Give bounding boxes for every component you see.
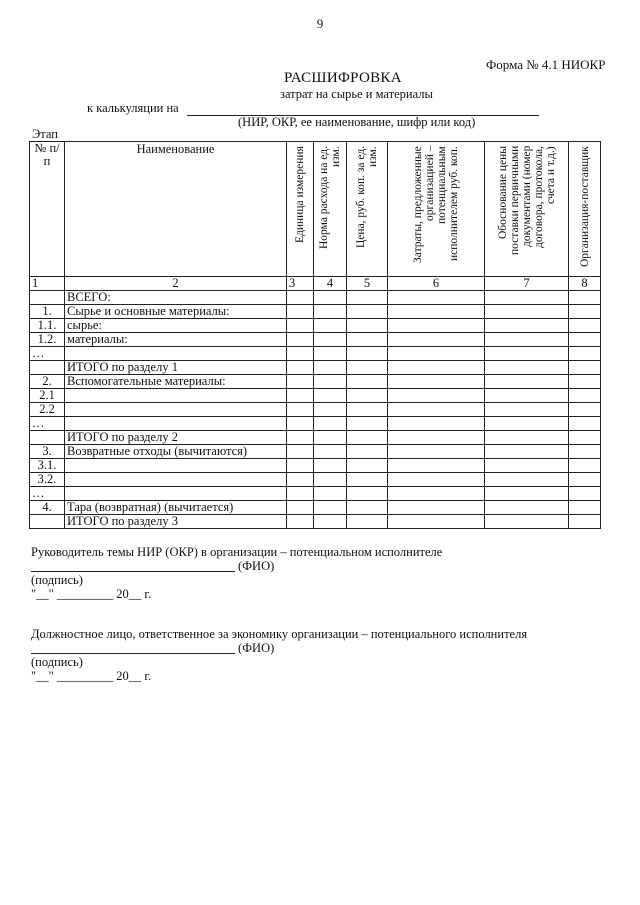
row-cell[interactable] <box>287 333 314 347</box>
table-row <box>30 417 601 431</box>
table-row <box>30 403 601 417</box>
table-row <box>30 431 601 445</box>
row-cell[interactable] <box>569 361 601 375</box>
row-cell[interactable] <box>388 389 485 403</box>
row-index: … <box>30 417 65 431</box>
header-price-text: Цена, руб. коп. за ед. изм. <box>355 146 379 249</box>
header-price <box>347 142 388 277</box>
row-name <box>65 389 287 403</box>
row-name <box>65 403 287 417</box>
table-header-row <box>30 142 601 277</box>
row-cell[interactable] <box>314 417 347 431</box>
table-row <box>30 305 601 319</box>
table-row <box>30 319 601 333</box>
row-cell[interactable] <box>314 501 347 515</box>
document-title: РАСШИФРОВКА <box>284 70 402 86</box>
row-cell[interactable] <box>287 305 314 319</box>
cost-breakdown-table <box>29 141 601 529</box>
row-index: 2.2 <box>30 403 65 417</box>
row-cell[interactable] <box>314 305 347 319</box>
page-number: 9 <box>316 16 324 31</box>
header-num: № п/п <box>30 142 65 277</box>
row-cell[interactable] <box>287 445 314 459</box>
row-cell[interactable] <box>287 375 314 389</box>
table-row <box>30 333 601 347</box>
form-number: Форма № 4.1 НИОКР <box>486 57 606 72</box>
header-unit <box>287 142 314 277</box>
signature-1-title: Руководитель темы НИР (ОКР) в организации – потенциальном исполнителе <box>31 545 443 559</box>
row-index: 1. <box>30 305 65 319</box>
row-cell[interactable] <box>485 347 569 361</box>
column-number: 4 <box>314 277 347 291</box>
table-row <box>30 515 601 529</box>
row-cell[interactable] <box>347 403 388 417</box>
row-cell[interactable] <box>314 347 347 361</box>
header-costs <box>388 142 485 277</box>
row-cell[interactable] <box>314 361 347 375</box>
header-name: Наименование <box>65 142 287 277</box>
row-index: 3.1. <box>30 459 65 473</box>
signature-1-fio: (ФИО) <box>238 559 275 573</box>
row-index: … <box>30 347 65 361</box>
column-number: 3 <box>287 277 314 291</box>
row-cell[interactable] <box>569 389 601 403</box>
row-cell[interactable] <box>314 375 347 389</box>
row-cell[interactable] <box>314 515 347 529</box>
row-index: 1.1. <box>30 319 65 333</box>
row-name: ИТОГО по разделу 3 <box>65 515 287 529</box>
row-index <box>30 515 65 529</box>
row-cell[interactable] <box>287 347 314 361</box>
document-subtitle: затрат на сырье и материалы <box>280 87 433 101</box>
signature-1-caption: (подпись) <box>31 573 83 587</box>
row-cell[interactable] <box>347 501 388 515</box>
row-cell[interactable] <box>287 403 314 417</box>
row-cell[interactable] <box>388 403 485 417</box>
row-index: 1.2. <box>30 333 65 347</box>
row-name <box>65 459 287 473</box>
row-cell[interactable] <box>388 305 485 319</box>
row-cell[interactable] <box>347 445 388 459</box>
header-supplier-text: Организация-поставщик <box>578 146 591 267</box>
column-number: 7 <box>485 277 569 291</box>
row-cell[interactable] <box>569 445 601 459</box>
row-index <box>30 431 65 445</box>
row-name: сырье: <box>65 319 287 333</box>
row-cell[interactable] <box>485 375 569 389</box>
row-cell[interactable] <box>485 291 569 305</box>
row-index: 4. <box>30 501 65 515</box>
header-norm-text: Норма расхода на ед. изм. <box>318 146 342 249</box>
row-cell[interactable] <box>485 417 569 431</box>
row-cell[interactable] <box>485 501 569 515</box>
row-cell[interactable] <box>485 445 569 459</box>
row-cell[interactable] <box>314 487 347 501</box>
row-cell[interactable] <box>314 473 347 487</box>
signature-2-date[interactable]: "__" _________ 20__ г. <box>31 669 152 683</box>
table-row <box>30 487 601 501</box>
row-cell[interactable] <box>485 333 569 347</box>
row-cell[interactable] <box>569 431 601 445</box>
row-cell[interactable] <box>347 417 388 431</box>
row-cell[interactable] <box>569 459 601 473</box>
row-cell[interactable] <box>388 501 485 515</box>
signature-2-fio-line[interactable] <box>31 653 235 654</box>
row-cell[interactable] <box>347 347 388 361</box>
row-cell[interactable] <box>485 459 569 473</box>
row-cell[interactable] <box>485 305 569 319</box>
row-cell[interactable] <box>388 431 485 445</box>
header-unit-text: Единица измерения <box>294 146 306 243</box>
row-cell[interactable] <box>347 333 388 347</box>
row-cell[interactable] <box>485 473 569 487</box>
row-cell[interactable] <box>347 487 388 501</box>
signature-2-caption: (подпись) <box>31 655 83 669</box>
row-index: 3.2. <box>30 473 65 487</box>
row-cell[interactable] <box>287 319 314 333</box>
column-number-row <box>30 277 601 291</box>
row-index: 2.1 <box>30 389 65 403</box>
row-name: ИТОГО по разделу 1 <box>65 361 287 375</box>
row-cell[interactable] <box>388 375 485 389</box>
row-cell[interactable] <box>569 305 601 319</box>
row-cell[interactable] <box>388 459 485 473</box>
table-row <box>30 291 601 305</box>
row-cell[interactable] <box>388 333 485 347</box>
table-row <box>30 459 601 473</box>
row-cell[interactable] <box>485 389 569 403</box>
table-row <box>30 473 601 487</box>
header-justification-text: Обоснование цены поставки первичными документами (номер договора, протокола, счета и т.д.) <box>496 146 557 256</box>
row-cell[interactable] <box>347 431 388 445</box>
row-name: Возвратные отходы (вычитаются) <box>65 445 287 459</box>
row-name: материалы: <box>65 333 287 347</box>
row-cell[interactable] <box>287 487 314 501</box>
row-cell[interactable] <box>485 487 569 501</box>
row-cell[interactable] <box>485 319 569 333</box>
signature-2-title: Должностное лицо, ответственное за экономику организации – потенциального исполнителя <box>31 627 528 641</box>
signature-1-date[interactable]: "__" _________ 20__ г. <box>31 587 152 601</box>
column-number: 6 <box>388 277 485 291</box>
row-cell[interactable] <box>287 417 314 431</box>
row-cell[interactable] <box>347 389 388 403</box>
row-index <box>30 361 65 375</box>
row-cell[interactable] <box>388 473 485 487</box>
calc-hint: (НИР, ОКР, ее наименование, шифр или код) <box>238 115 476 129</box>
row-cell[interactable] <box>314 389 347 403</box>
row-index: 3. <box>30 445 65 459</box>
row-cell[interactable] <box>347 291 388 305</box>
row-cell[interactable] <box>569 291 601 305</box>
row-cell[interactable] <box>485 515 569 529</box>
row-cell[interactable] <box>287 291 314 305</box>
row-cell[interactable] <box>314 333 347 347</box>
row-cell[interactable] <box>314 445 347 459</box>
stage-label: Этап <box>32 127 58 141</box>
table-row <box>30 347 601 361</box>
row-cell[interactable] <box>287 361 314 375</box>
row-cell[interactable] <box>347 361 388 375</box>
row-cell[interactable] <box>569 375 601 389</box>
row-cell[interactable] <box>287 431 314 445</box>
row-name: ИТОГО по разделу 2 <box>65 431 287 445</box>
row-cell[interactable] <box>287 389 314 403</box>
row-cell[interactable] <box>388 361 485 375</box>
signature-2-fio: (ФИО) <box>238 641 275 655</box>
table-body <box>30 291 601 529</box>
row-index <box>30 291 65 305</box>
row-cell[interactable] <box>388 417 485 431</box>
row-cell[interactable] <box>388 319 485 333</box>
row-cell[interactable] <box>485 403 569 417</box>
row-cell[interactable] <box>388 445 485 459</box>
row-cell[interactable] <box>569 333 601 347</box>
header-supplier <box>569 142 601 277</box>
row-index: … <box>30 487 65 501</box>
row-name <box>65 473 287 487</box>
table-row <box>30 501 601 515</box>
signature-1-fio-line[interactable] <box>31 571 235 572</box>
row-cell[interactable] <box>347 319 388 333</box>
row-cell[interactable] <box>314 403 347 417</box>
row-cell[interactable] <box>287 473 314 487</box>
table-row <box>30 389 601 403</box>
calc-label: к калькуляции на <box>87 101 179 115</box>
row-cell[interactable] <box>314 319 347 333</box>
row-name <box>65 417 287 431</box>
row-cell[interactable] <box>347 305 388 319</box>
column-number: 8 <box>569 277 601 291</box>
row-cell[interactable] <box>485 431 569 445</box>
row-cell[interactable] <box>388 515 485 529</box>
header-norm <box>314 142 347 277</box>
column-number: 1 <box>30 277 65 291</box>
column-number: 2 <box>65 277 287 291</box>
row-name: Тара (возвратная) (вычитается) <box>65 501 287 515</box>
row-cell[interactable] <box>569 403 601 417</box>
row-cell[interactable] <box>485 361 569 375</box>
row-cell[interactable] <box>314 431 347 445</box>
row-cell[interactable] <box>569 417 601 431</box>
row-index: 2. <box>30 375 65 389</box>
header-costs-text: Затраты, предложенные организацией – потенциальным исполнителем руб. коп. <box>412 146 460 263</box>
row-cell[interactable] <box>569 473 601 487</box>
row-cell[interactable] <box>287 459 314 473</box>
table-row <box>30 445 601 459</box>
row-name <box>65 347 287 361</box>
header-justification <box>485 142 569 277</box>
row-cell[interactable] <box>388 487 485 501</box>
row-cell[interactable] <box>388 347 485 361</box>
row-cell[interactable] <box>314 291 347 305</box>
row-cell[interactable] <box>347 515 388 529</box>
row-cell[interactable] <box>287 515 314 529</box>
row-cell[interactable] <box>314 459 347 473</box>
row-name <box>65 487 287 501</box>
column-number: 5 <box>347 277 388 291</box>
row-cell[interactable] <box>569 501 601 515</box>
row-cell[interactable] <box>569 319 601 333</box>
row-name: ВСЕГО: <box>65 291 287 305</box>
row-cell[interactable] <box>347 459 388 473</box>
table-row <box>30 375 601 389</box>
row-cell[interactable] <box>287 501 314 515</box>
row-name: Сырье и основные материалы: <box>65 305 287 319</box>
row-cell[interactable] <box>569 487 601 501</box>
row-cell[interactable] <box>569 515 601 529</box>
row-cell[interactable] <box>347 375 388 389</box>
table-row <box>30 361 601 375</box>
row-cell[interactable] <box>388 291 485 305</box>
row-cell[interactable] <box>347 473 388 487</box>
row-name: Вспомогательные материалы: <box>65 375 287 389</box>
row-cell[interactable] <box>569 347 601 361</box>
